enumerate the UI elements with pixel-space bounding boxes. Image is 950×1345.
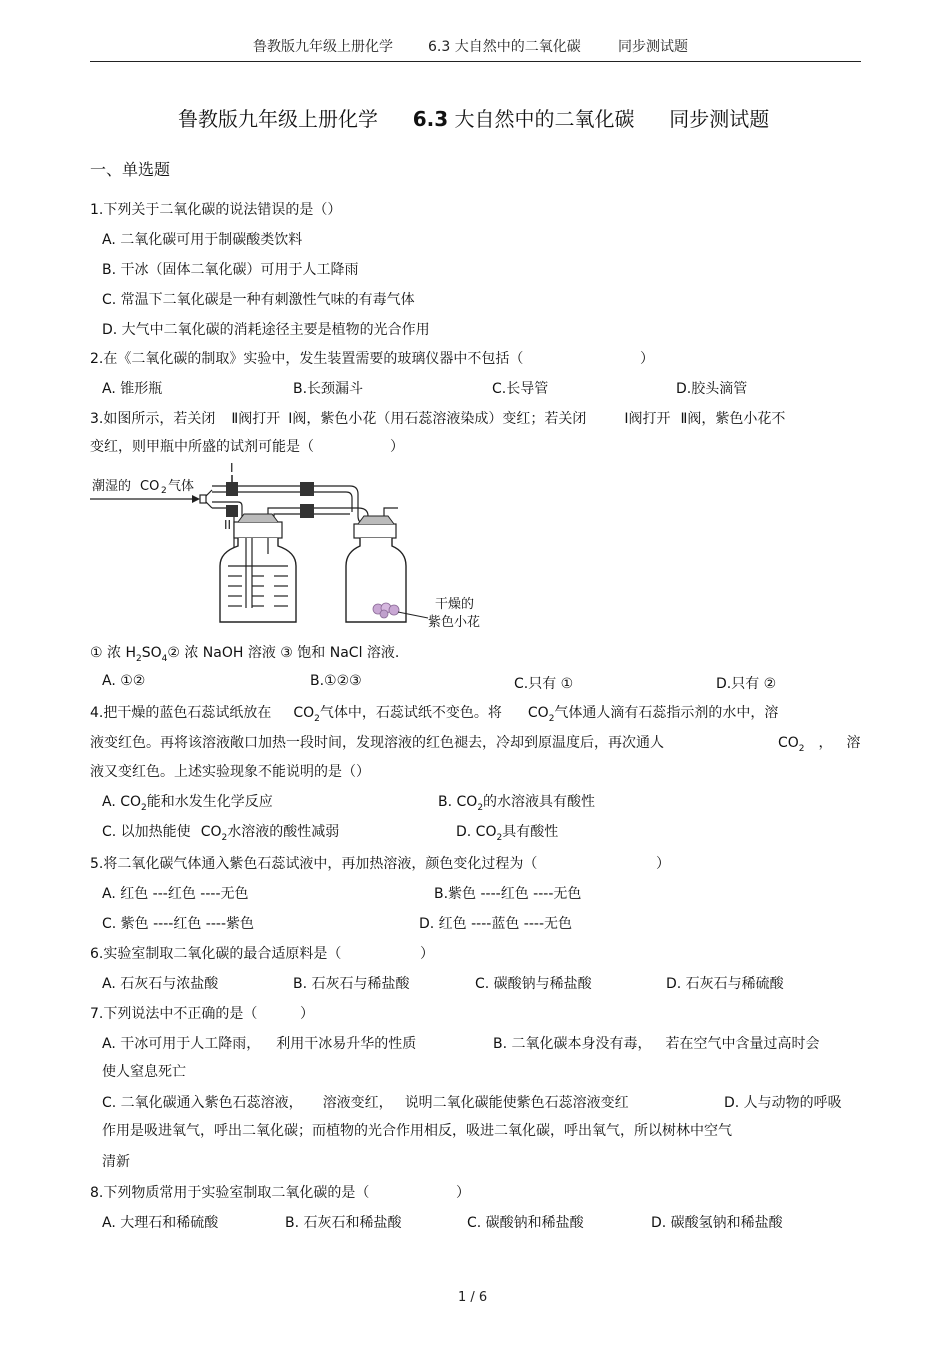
q2-stem-close: ） bbox=[640, 351, 654, 367]
q6-option-d: D. 石灰石与稀硫酸 bbox=[666, 976, 784, 992]
section-heading: 一、单选题 bbox=[90, 160, 171, 179]
title-section-number: 6.3 bbox=[412, 107, 449, 131]
q4-text-3: 气体通人滴有石蕊指示剂的水中，溶 bbox=[554, 705, 779, 721]
valve-ii-label: II bbox=[224, 518, 232, 532]
q6-stem-close: ） bbox=[420, 946, 434, 962]
q4-text-1: 4.把干燥的蓝色石蕊试纸放在 bbox=[90, 705, 272, 721]
q4-stem-line3: 液又变红色。上述实验现象不能说明的是（） bbox=[90, 764, 370, 780]
q7-option-d-cont: 作用是吸进氧气，呼出二氧化碳；而植物的光合作用相反，吸进二氧化碳，呼出氧气，所以树林中空气 bbox=[102, 1123, 732, 1139]
q3-text-1: 3.如图所示，若关闭 bbox=[90, 411, 216, 427]
q4-option-a-sub: 2 bbox=[141, 802, 147, 813]
q6-stem: 6.实验室制取二氧化碳的最合适原料是（ bbox=[90, 946, 342, 962]
bottle-1-stopper bbox=[234, 522, 282, 538]
q4-stem-line1 bbox=[90, 702, 778, 724]
q7-option-b-2: 若在空气中含量过高时会 bbox=[665, 1036, 820, 1052]
q4-option-d-sub: 2 bbox=[496, 832, 503, 843]
q3-reagent-2: SO bbox=[141, 645, 162, 661]
q4-option-d bbox=[456, 821, 558, 843]
q4-text-2: 气体中，石蕊试纸不变色。将 bbox=[319, 705, 502, 721]
q3-text-3: Ⅰ阀，紫色小花（用石蕊溶液染成）变红；若关闭 bbox=[288, 411, 587, 427]
q3-reagent-sub-2: 4 bbox=[161, 653, 168, 664]
running-header-left: 鲁教版九年级上册化学 bbox=[253, 39, 393, 55]
title-mid: 大自然中的二氧化碳 bbox=[454, 107, 635, 131]
bottle-2-stopper bbox=[354, 524, 396, 538]
q7-option-c-2: 溶液变红， bbox=[322, 1095, 393, 1111]
q7-option-d: D. 人与动物的呼吸 bbox=[724, 1095, 842, 1111]
q7-option-d-cont2: 清新 bbox=[102, 1154, 130, 1170]
q2-stem: 2.在《二氧化碳的制取》实验中，发生装置需要的玻璃仪器中不包括（ bbox=[90, 351, 524, 367]
q5-option-c: C. 紫色 ----红色 ----紫色 bbox=[102, 916, 254, 932]
q3-option-d: D.只有 ② bbox=[716, 676, 777, 692]
q1-option-b: B. 干冰（固体二氧化碳）可用于人工降雨 bbox=[102, 262, 359, 278]
q7-option-c bbox=[102, 1092, 629, 1112]
q3-reagent-3: ② 浓 NaOH 溶液 ③ 饱和 NaCl 溶液. bbox=[167, 645, 400, 661]
q7-option-a-1: A. 干冰可用于人工降雨， bbox=[102, 1036, 261, 1052]
q2-option-b: B.长颈漏斗 bbox=[293, 381, 364, 397]
q5-option-a: A. 红色 ---红色 ----无色 bbox=[102, 886, 249, 902]
valve-i bbox=[226, 482, 238, 496]
q1-option-c: C. 常温下二氧化碳是一种有刺激性气味的有毒气体 bbox=[102, 292, 415, 308]
q5-option-d: D. 红色 ----蓝色 ----无色 bbox=[419, 916, 572, 932]
q7-stem: 7.下列说法中不正确的是（ bbox=[90, 1006, 258, 1022]
q7-option-c-3: 说明二氧化碳能使紫色石蕊溶液变红 bbox=[404, 1095, 629, 1111]
q3-reagents bbox=[90, 642, 399, 664]
page-number: 1 / 6 bbox=[458, 1290, 488, 1305]
q4-option-b-sub: 2 bbox=[477, 802, 484, 813]
bottle-1 bbox=[220, 538, 296, 622]
q3-stem-line2: 变红，则甲瓶中所盛的试剂可能是（ bbox=[90, 439, 314, 455]
diagram-co2-subscript: 2 bbox=[161, 486, 167, 496]
q8-option-b: B. 石灰石和稀盐酸 bbox=[285, 1215, 402, 1231]
q4-option-a-label: A. CO bbox=[102, 794, 142, 810]
q3-reagent-1: ① 浓 H bbox=[90, 645, 136, 661]
q4-co2-2: CO bbox=[527, 705, 549, 721]
q4-option-c-sub: 2 bbox=[221, 832, 228, 843]
q4-text-rong: 溶 bbox=[846, 735, 861, 751]
title-right: 同步测试题 bbox=[669, 107, 770, 131]
q2-option-a: A. 锥形瓶 bbox=[102, 381, 163, 397]
q2-option-d: D.胶头滴管 bbox=[676, 381, 748, 397]
q4-co2-3: CO bbox=[778, 735, 799, 751]
q5-stem: 5.将二氧化碳气体通入紫色石蕊试液中，再加热溶液，颜色变化过程为（ bbox=[90, 856, 538, 872]
valve-ii bbox=[226, 505, 238, 517]
flower-label-2: 紫色小花 bbox=[428, 615, 481, 630]
q3-text-5: Ⅱ阀，紫色小花不 bbox=[680, 411, 786, 427]
q3-text-2: Ⅱ阀打开 bbox=[231, 411, 281, 427]
q3-option-a: A. ①② bbox=[102, 673, 146, 689]
q8-stem-close: ） bbox=[456, 1185, 470, 1201]
q6-option-c: C. 碳酸钠与稀盐酸 bbox=[475, 976, 592, 992]
co2-apparatus-diagram bbox=[88, 462, 498, 634]
q4-option-c bbox=[102, 821, 339, 843]
q4-co2-1: CO bbox=[293, 705, 315, 721]
q4-option-c-label: C. 以加热能使 bbox=[102, 824, 191, 840]
diagram-gas-label-2: 气体 bbox=[168, 479, 195, 494]
q7-option-a-2: 利用干冰易升华的性质 bbox=[276, 1036, 417, 1052]
q4-option-c-co2: CO bbox=[200, 824, 222, 840]
flower-label-1: 干燥的 bbox=[435, 597, 475, 612]
q3-option-b: B.①②③ bbox=[310, 673, 362, 689]
q7-stem-close: ） bbox=[300, 1006, 314, 1022]
q4-option-b-text: 的水溶液具有酸性 bbox=[483, 794, 596, 810]
q4-option-b bbox=[438, 791, 595, 813]
q6-option-b: B. 石灰石与稀盐酸 bbox=[293, 976, 410, 992]
header-rule bbox=[90, 61, 861, 62]
q1-stem: 1.下列关于二氧化碳的说法错误的是（） bbox=[90, 202, 342, 218]
q4-co2-3-sub: 2 bbox=[798, 743, 805, 754]
q3-stem-line1 bbox=[90, 408, 785, 428]
title-left: 鲁教版九年级上册化学 bbox=[178, 107, 378, 131]
q7-option-b bbox=[493, 1033, 820, 1053]
q4-comma: ， bbox=[818, 735, 833, 751]
q4-co2-1-sub: 2 bbox=[314, 713, 320, 724]
q1-option-a: A. 二氧化碳可用于制碳酸类饮料 bbox=[102, 232, 303, 248]
q3-text-4: Ⅰ阀打开 bbox=[624, 411, 671, 427]
q3-option-c: C.只有 ① bbox=[514, 676, 574, 692]
q4-option-d-label: D. CO bbox=[456, 824, 497, 840]
diagram-co2-label: CO bbox=[140, 479, 160, 494]
running-header-right: 同步测试题 bbox=[618, 39, 688, 55]
q5-stem-close: ） bbox=[656, 856, 670, 872]
q3-stem-close: ） bbox=[390, 439, 404, 455]
page-title bbox=[178, 103, 769, 132]
q4-option-a-text: 能和水发生化学反应 bbox=[146, 794, 273, 810]
q4-stem-line2-co2 bbox=[778, 732, 861, 754]
q4-option-a bbox=[102, 791, 273, 813]
q4-option-b-label: B. CO bbox=[438, 794, 478, 810]
q1-option-d: D. 大气中二氧化碳的消耗途径主要是植物的光合作用 bbox=[102, 322, 430, 338]
diagram-gas-label: 潮湿的 bbox=[92, 479, 132, 494]
q4-stem-line2: 液变红色。再将该溶液敞口加热一段时间，发现溶液的红色褪去，冷却到原温度后，再次通人 bbox=[90, 735, 664, 751]
q7-option-c-1: C. 二氧化碳通入紫色石蕊溶液， bbox=[102, 1095, 303, 1111]
q3-reagent-sub-1: 2 bbox=[135, 653, 142, 664]
running-header-mid: 6.3 大自然中的二氧化碳 bbox=[428, 39, 581, 55]
q8-option-c: C. 碳酸钠和稀盐酸 bbox=[467, 1215, 584, 1231]
q8-stem: 8.下列物质常用于实验室制取二氧化碳的是（ bbox=[90, 1185, 370, 1201]
q4-co2-2-sub: 2 bbox=[548, 713, 555, 724]
q6-option-a: A. 石灰石与浓盐酸 bbox=[102, 976, 219, 992]
q7-option-a bbox=[102, 1033, 416, 1053]
inlet-arrow-head bbox=[192, 495, 200, 503]
q2-option-c: C.长导管 bbox=[492, 381, 549, 397]
q5-option-b: B.紫色 ----红色 ----无色 bbox=[434, 886, 582, 902]
valve-i-label: I bbox=[230, 462, 234, 475]
q7-option-b-1: B. 二氧化碳本身没有毒， bbox=[493, 1036, 652, 1052]
q4-option-c-text: 水溶液的酸性减弱 bbox=[227, 824, 340, 840]
q8-option-d: D. 碳酸氢钠和稀盐酸 bbox=[651, 1215, 783, 1231]
q7-option-b-cont: 使人窒息死亡 bbox=[102, 1064, 186, 1080]
q4-option-d-text: 具有酸性 bbox=[502, 824, 559, 840]
q8-option-a: A. 大理石和稀硫酸 bbox=[102, 1215, 219, 1231]
